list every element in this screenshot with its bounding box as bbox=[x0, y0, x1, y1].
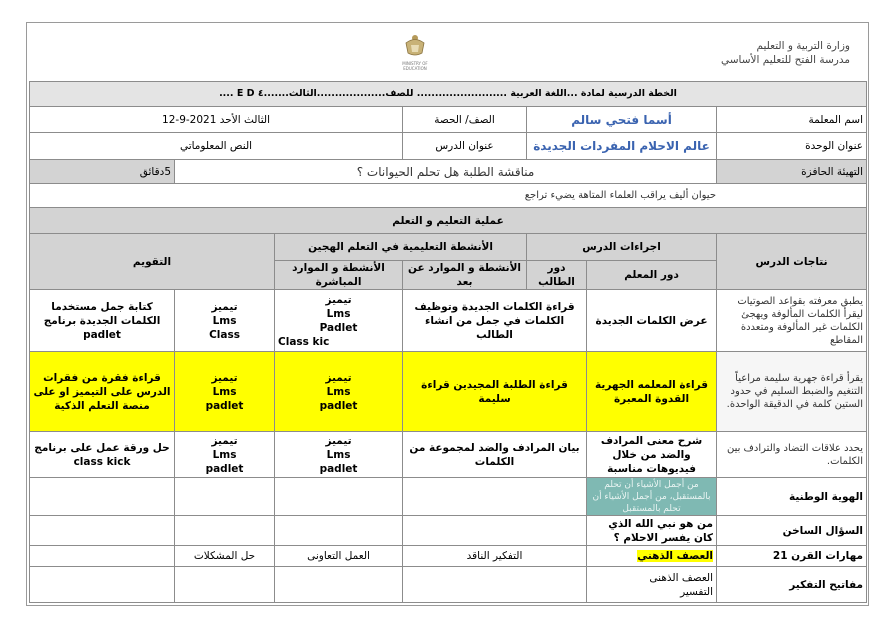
remote-resources-3 bbox=[275, 432, 403, 478]
resource-item: Lms bbox=[212, 385, 237, 398]
table-row bbox=[30, 352, 867, 432]
resource-item: تيميز bbox=[325, 434, 352, 447]
direct-resources-3 bbox=[175, 432, 275, 478]
student-role-3: بيان المرادف والضد لمجموعة من الكلمات bbox=[403, 432, 587, 478]
outcomes-header: نتاجات الدرس bbox=[717, 234, 867, 290]
warmup-note: حيوان أليف يراقب العلماء المتاهة يضيء تراجع bbox=[30, 184, 867, 208]
resource-item: تيميز bbox=[211, 300, 238, 313]
outcome-2: يقرأ قراءة جهرية سليمة مراعياً التنغيم والضبط السليم في حدود الستين كلمة في الدقيقة الواحدة. bbox=[717, 352, 867, 432]
hybrid-activities-header: الأنشطة التعليمية في التعلم الهجين bbox=[275, 234, 527, 261]
resource-item: Lms bbox=[326, 385, 351, 398]
resource-item: Lms bbox=[212, 314, 237, 327]
page-header bbox=[27, 23, 868, 79]
resource-item: تيميز bbox=[211, 434, 238, 447]
resource-item: padlet bbox=[205, 399, 244, 412]
warmup-activity: مناقشة الطلبة هل تحلم الحيوانات ؟ bbox=[175, 160, 717, 184]
teacher-label: اسم المعلمة bbox=[717, 107, 867, 133]
remote-resources-1 bbox=[275, 290, 403, 352]
teacher-role-3: شرح معنى المرادف والضد من خلال فيديوهات مناسبة bbox=[587, 432, 717, 478]
warmup-label: التهيئة الحافزة bbox=[717, 160, 867, 184]
unit-label: عنوان الوحدة bbox=[717, 133, 867, 160]
thinking-keys-value bbox=[587, 567, 717, 603]
resource-item: Lms bbox=[212, 448, 237, 461]
resource-item: padlet bbox=[319, 462, 358, 475]
skills21-label: مهارات القرن 21 bbox=[717, 546, 867, 567]
resource-item: Class bbox=[209, 328, 240, 341]
skill-item: التفكير الناقد bbox=[403, 546, 587, 567]
national-identity-value: من أجمل الأشياء أن تحلم بالمستقبل، من أجمل الأشياء أن تحلم بالمستقبل bbox=[587, 478, 717, 516]
direct-resources-2 bbox=[175, 352, 275, 432]
resource-item: Class kic bbox=[278, 335, 330, 348]
plan-title: الخطة الدرسية لمادة ...اللغة العربية ......................... للصف...................الثالث.......٤ E D .... bbox=[30, 82, 867, 107]
resource-item: تيميز bbox=[325, 293, 352, 306]
resource-item: Padlet bbox=[319, 321, 358, 334]
lesson-plan-table bbox=[29, 81, 867, 603]
resource-item: تيميز bbox=[325, 371, 352, 384]
remote-resources-2 bbox=[275, 352, 403, 432]
class-period-label: الصف/ الحصة bbox=[403, 107, 527, 133]
teacher-role-2: قراءة المعلمه الجهرية القدوة المعبرة bbox=[587, 352, 717, 432]
assessment-header: التقويم bbox=[30, 234, 275, 290]
national-identity-label: الهوية الوطنية bbox=[717, 478, 867, 516]
outcome-1: يطبق معرفته بقواعد الصوتيات ليقرأ الكلمات المألوفة ويهجئ الكلمات غير المألوفة ومتعددة المقاطع bbox=[717, 290, 867, 352]
class-period-value: الثالث الأحد 2021-9-12 bbox=[30, 107, 403, 133]
student-role-2: قراءة الطلبة المجيدين قراءة سليمة bbox=[403, 352, 587, 432]
outcome-3: يحدد علاقات التضاد والترادف بين الكلمات. bbox=[717, 432, 867, 478]
procedures-header: اجراءات الدرس bbox=[527, 234, 717, 261]
skill-item: العمل التعاونى bbox=[275, 546, 403, 567]
school-info bbox=[721, 39, 850, 67]
logo-caption: MINISTRY OF EDUCATION bbox=[402, 61, 428, 71]
ministry-logo bbox=[395, 33, 435, 69]
assessment-1: كتابة جمل مستخدما الكلمات الجديدة برنامج padlet bbox=[30, 290, 175, 352]
warmup-duration: 5دقائق bbox=[30, 160, 175, 184]
resource-item: padlet bbox=[205, 462, 244, 475]
emblem-icon bbox=[402, 33, 428, 57]
resource-item: padlet bbox=[319, 399, 358, 412]
table-row bbox=[30, 432, 867, 478]
hot-question-value: من هو نبي الله الذي كان يفسر الاحلام ؟ bbox=[587, 516, 717, 546]
teacher-role-1: عرض الكلمات الجديدة bbox=[587, 290, 717, 352]
assessment-2: قراءة فقرة من فقرات الدرس على التيميز او على منصة التعلم الذكية bbox=[30, 352, 175, 432]
lesson-title-label: عنوان الدرس bbox=[403, 133, 527, 160]
student-role-header: دور الطالب bbox=[527, 261, 587, 290]
process-title: عملية التعليم و التعلم bbox=[30, 208, 867, 234]
resource-item: Lms bbox=[326, 307, 351, 320]
skill-item: حل المشكلات bbox=[175, 546, 275, 567]
unit-title: عالم الاحلام المفردات الجديدة bbox=[527, 133, 717, 160]
thinking-key-item: التفسير bbox=[680, 585, 714, 598]
thinking-key-item: العصف الذهنى bbox=[649, 571, 714, 584]
table-row bbox=[30, 290, 867, 352]
skill-item: العصف الذهني bbox=[587, 546, 717, 567]
teacher-role-header: دور المعلم bbox=[587, 261, 717, 290]
direct-resources-1 bbox=[175, 290, 275, 352]
resource-item: Lms bbox=[326, 448, 351, 461]
lesson-plan-page bbox=[26, 22, 869, 606]
hot-question-label: السؤال الساخن bbox=[717, 516, 867, 546]
lesson-title-value: النص المعلوماتي bbox=[30, 133, 403, 160]
ministry-name: وزارة التربية و التعليم bbox=[756, 40, 850, 52]
student-role-1: قراءة الكلمات الجديدة وتوظيف الكلمات في جمل من انشاء الطالب bbox=[403, 290, 587, 352]
teacher-name: أسما فتحي سالم bbox=[527, 107, 717, 133]
direct-activities-header: الأنشطة و الموارد المباشرة bbox=[275, 261, 403, 290]
resource-item: تيميز bbox=[211, 371, 238, 384]
thinking-keys-label: مفاتيح التفكير bbox=[717, 567, 867, 603]
remote-activities-header: الأنشطة و الموارد عن بعد bbox=[403, 261, 527, 290]
assessment-3: حل ورقة عمل على برنامج class kick bbox=[30, 432, 175, 478]
school-name: مدرسة الفتح للتعليم الأساسي bbox=[720, 54, 850, 66]
